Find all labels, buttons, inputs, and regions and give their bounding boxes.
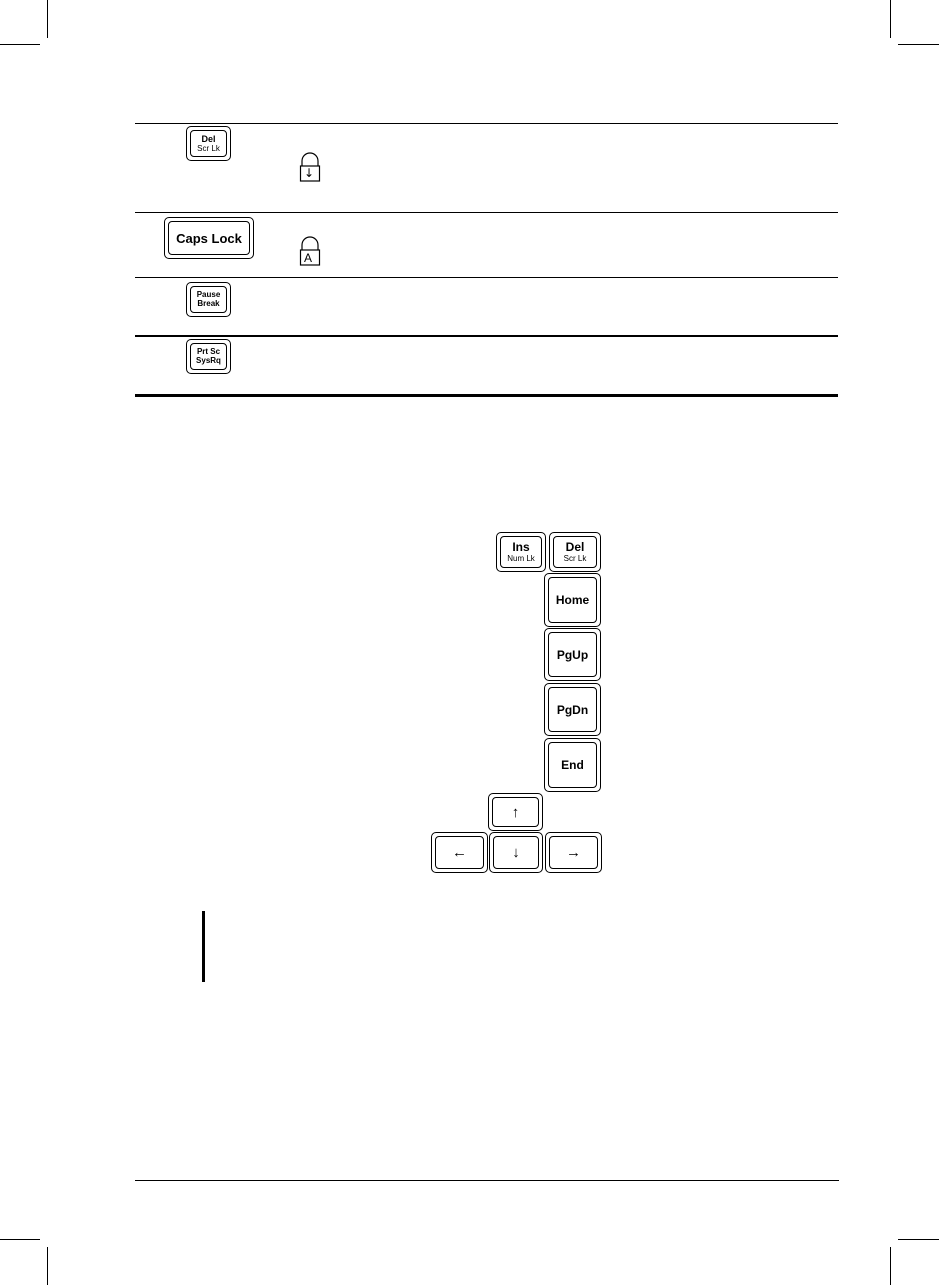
down-arrow-icon: ↓ — [512, 844, 520, 861]
crop-mark-bottom-right-horizontal — [898, 1239, 939, 1240]
key-label-primary: PgDn — [556, 702, 589, 717]
left-arrow-key — [431, 832, 488, 873]
caps-letter-icon: A — [304, 251, 313, 265]
crop-mark-top-left-horizontal — [0, 44, 40, 45]
note-margin-bar — [202, 911, 205, 982]
key-label-primary: Ins — [512, 540, 530, 554]
up-arrow-icon: ↑ — [511, 803, 520, 821]
table-row-divider — [135, 212, 838, 213]
key-label-primary: PgUp — [556, 647, 589, 662]
key-label-secondary: Num Lk — [507, 554, 535, 563]
key-label-primary: Caps Lock — [176, 230, 242, 246]
crop-mark-bottom-left-vertical — [47, 1247, 48, 1285]
crop-mark-bottom-right-vertical — [890, 1247, 891, 1285]
table-bottom-rule — [135, 394, 838, 397]
key-label-primary: Home — [555, 593, 590, 607]
key-label-secondary: SysRq — [196, 356, 221, 365]
key-label-primary: Prt Sc — [196, 347, 221, 356]
key-label-primary: End — [561, 758, 584, 772]
caps-lock-key — [164, 217, 254, 259]
key-label-secondary: Scr Lk — [563, 554, 587, 563]
down-arrow-icon: ↓ — [304, 166, 315, 180]
down-arrow-key — [489, 832, 543, 873]
key-label-primary: Del — [201, 133, 216, 144]
up-arrow-key — [488, 793, 543, 831]
crop-mark-top-right-horizontal — [898, 44, 939, 45]
caps-lock-indicator-icon — [297, 236, 323, 264]
del-scrlk-key — [186, 126, 231, 161]
key-label-secondary: Break — [197, 299, 220, 308]
table-top-rule — [135, 123, 838, 124]
table-row-divider — [135, 335, 838, 337]
table-row-divider — [135, 277, 838, 278]
crop-mark-bottom-left-horizontal — [0, 1239, 40, 1240]
right-arrow-icon: → — [566, 844, 581, 861]
footer-rule — [135, 1180, 839, 1181]
home-key — [544, 573, 601, 627]
key-label-primary: Del — [565, 540, 585, 554]
crop-mark-top-right-vertical — [890, 0, 891, 38]
del-scrlk-key — [549, 532, 601, 572]
end-key — [544, 738, 601, 792]
key-label-secondary: Scr Lk — [197, 143, 220, 153]
pause-break-key — [186, 282, 231, 317]
scroll-lock-indicator-icon — [297, 152, 323, 180]
prtsc-sysrq-key — [186, 339, 231, 374]
pgup-key — [544, 628, 601, 681]
pgdn-key — [544, 683, 601, 736]
crop-mark-top-left-vertical — [47, 0, 48, 38]
key-label-primary: Pause — [196, 290, 221, 299]
right-arrow-key — [545, 832, 602, 873]
left-arrow-icon: ← — [452, 844, 467, 861]
ins-numlk-key — [496, 532, 546, 572]
